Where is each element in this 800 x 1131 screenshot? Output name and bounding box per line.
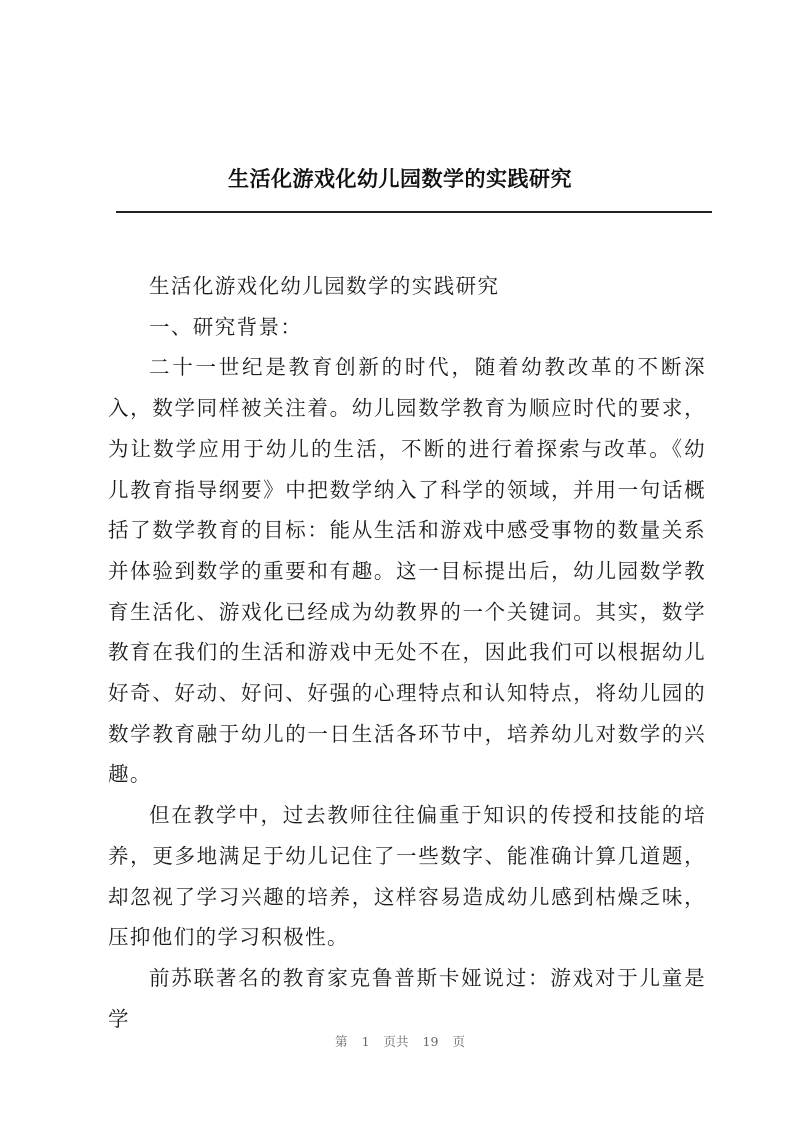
document-title: 生活化游戏化幼儿园数学的实践研究 xyxy=(228,167,572,191)
paragraph-heading: 生活化游戏化幼儿园数学的实践研究 xyxy=(149,274,500,298)
footer-label-of: 页共 xyxy=(383,1034,409,1049)
page-footer xyxy=(0,1032,800,1050)
paragraph-teaching-issue: 但在教学中，过去教师往往偏重于知识的传授和技能的培养，更多地满足于幼儿记住了一些数字、能准确计算几道题，却忽视了学习兴趣的培养，这样容易造成幼儿感到枯燥乏味，压抑他们的学习积极性。 xyxy=(108,803,706,950)
footer-current-page: 1 xyxy=(361,1034,370,1049)
footer-label-pages: 页 xyxy=(452,1034,465,1049)
paragraph-quote: 前苏联著名的教育家克鲁普斯卡娅说过：游戏对于儿童是学 xyxy=(108,965,706,1031)
footer-label-page: 第 xyxy=(335,1034,348,1049)
paragraph-background: 二十一世纪是教育创新的时代，随着幼教改革的不断深入，数学同样被关注着。幼儿园数学教育为顺应时代的要求，为让数学应用于幼儿的生活，不断的进行着探索与改革。《幼儿教育指导纲要》中把数学纳入了科学的领域，并用一句话概括了数学教育的目标：能从生活和游戏中感受事物的数量关系并体验到数学的重要和有趣。这一目标提出后，幼儿园数学教育生活化、游戏化已经成为幼教界的一个关键词。其实，数学教育在我们的生活和游戏中无处不在，因此我们可以根据幼儿好奇、好动、好问、好强的心理特点和认知特点，将幼儿园的数学教育融于幼儿的一日生活各环节中，培养幼儿对数学的兴趣。 xyxy=(108,355,706,787)
paragraph-section-title: 一、研究背景： xyxy=(149,314,303,339)
footer-total-pages: 19 xyxy=(422,1034,439,1049)
document-body xyxy=(108,266,706,1039)
title-divider xyxy=(116,211,712,213)
